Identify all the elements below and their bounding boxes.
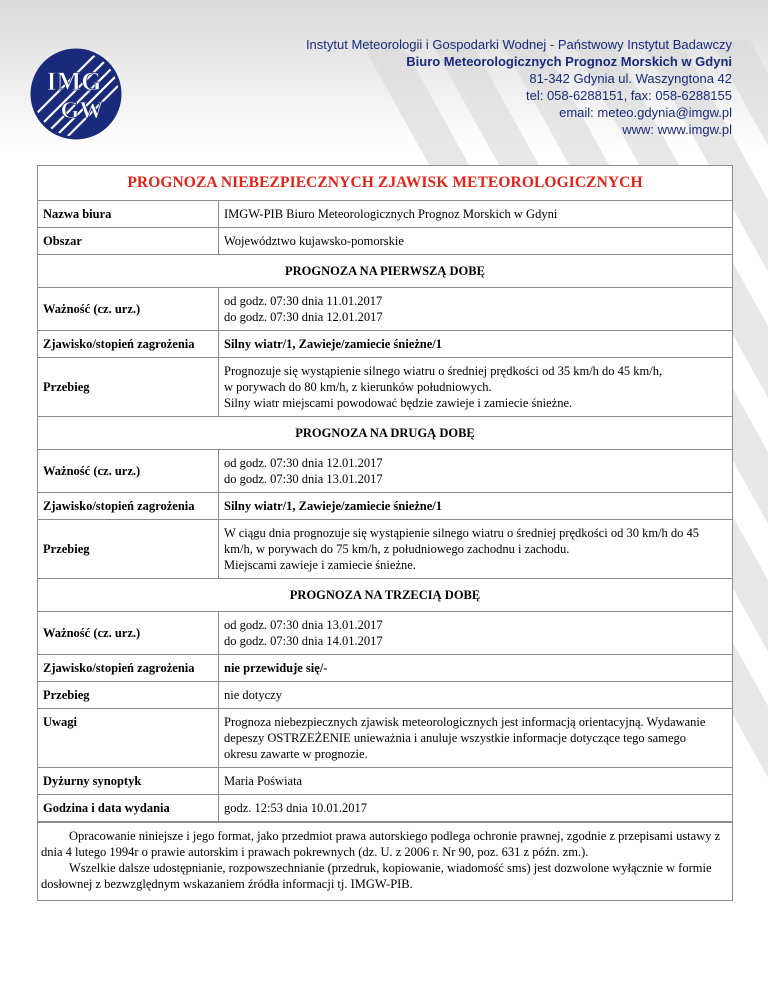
section-heading-row [38, 579, 732, 612]
document-title: PROGNOZA NIEBEZPIECZNYCH ZJAWISK METEOROLOGICZNYCH [38, 166, 732, 201]
phone-fax: tel: 058-6288151, fax: 058-6288155 [525, 88, 732, 103]
area-label: Obszar [38, 228, 219, 255]
day1-phenomenon-value: Silny wiatr/1, Zawieje/zamiecie śnieżne/1 [219, 331, 733, 358]
day3-phenomenon-label: Zjawisko/stopień zagrożenia [38, 655, 219, 682]
day2-phenomenon-value: Silny wiatr/1, Zawieje/zamiecie śnieżne/1 [219, 493, 733, 520]
synoptic-value: Maria Poświata [219, 768, 733, 795]
table-row [38, 709, 732, 768]
imgw-logo-icon [30, 48, 122, 140]
table-row [38, 288, 732, 331]
table-row [38, 201, 732, 228]
notes-value: Prognoza niebezpiecznych zjawisk meteorologicznych jest informacją orientacyjną. Wydawanie depeszy OSTRZEŻENIE unieważnia i anuluje wszystkie informacje dotyczące tego samego okresu zawarte w prognozie. [219, 709, 733, 768]
day3-validity-label: Ważność (cz. urz.) [38, 612, 219, 655]
issued-label: Godzina i data wydania [38, 795, 219, 822]
logo-text-top: IMG [46, 67, 102, 96]
day2-course-value: W ciągu dnia prognozuje się wystąpienie silnego wiatru o średniej prędkości od 30 km/h do 45 km/h, w porywach do 75 km/h, z południowego zachodnu i zachodu. Miejscami zawieje i zamiecie śnieżne. [219, 520, 733, 579]
day2-heading: PROGNOZA NA DRUGĄ DOBĘ [38, 417, 732, 450]
day1-course-label: Przebieg [38, 358, 219, 417]
email[interactable]: email: meteo.gdynia@imgw.pl [559, 105, 732, 120]
institution-header [306, 36, 732, 138]
table-row [38, 768, 732, 795]
section-heading-row [38, 255, 732, 288]
day1-phenomenon-label: Zjawisko/stopień zagrożenia [38, 331, 219, 358]
day1-validity-label: Ważność (cz. urz.) [38, 288, 219, 331]
issued-value: godz. 12:53 dnia 10.01.2017 [219, 795, 733, 822]
table-row [38, 358, 732, 417]
notes-label: Uwagi [38, 709, 219, 768]
forecast-document [37, 165, 733, 901]
distribution-paragraph: Wszelkie dalsze udostępnianie, rozpowszechnianie (przedruk, kopiowanie, wiadomość sms) jest dozwolone wyłącznie w formie dosłownej z bezwzględnym wskazaniem źródła informacji tj. IMGW-PIB. [41, 861, 712, 891]
table-row [38, 228, 732, 255]
table-row [38, 493, 732, 520]
table-row [38, 450, 732, 493]
day3-validity-value: od godz. 07:30 dnia 13.01.2017 do godz. 07:30 dnia 14.01.2017 [219, 612, 733, 655]
day3-course-label: Przebieg [38, 682, 219, 709]
section-heading-row [38, 417, 732, 450]
table-row [38, 795, 732, 822]
day2-validity-value: od godz. 07:30 dnia 12.01.2017 do godz. 07:30 dnia 13.01.2017 [219, 450, 733, 493]
copyright-footer [38, 822, 732, 900]
forecast-table [38, 201, 732, 822]
day3-course-value: nie dotyczy [219, 682, 733, 709]
day2-phenomenon-label: Zjawisko/stopień zagrożenia [38, 493, 219, 520]
website[interactable]: www: www.imgw.pl [622, 122, 732, 137]
institute-name: Instytut Meteorologii i Gospodarki Wodnej - Państwowy Instytut Badawczy [305, 37, 732, 52]
day1-validity-value: od godz. 07:30 dnia 11.01.2017 do godz. 07:30 dnia 12.01.2017 [219, 288, 733, 331]
synoptic-label: Dyżurny synoptyk [38, 768, 219, 795]
address: 81-342 Gdynia ul. Waszyngtona 42 [529, 71, 732, 86]
office-label: Nazwa biura [38, 201, 219, 228]
table-row [38, 655, 732, 682]
logo-text-bottom: GW [60, 98, 104, 124]
day1-heading: PROGNOZA NA PIERWSZĄ DOBĘ [38, 255, 732, 288]
day2-course-label: Przebieg [38, 520, 219, 579]
office-name: Biuro Meteorologicznych Prognoz Morskich w Gdyni [406, 54, 732, 69]
table-row [38, 520, 732, 579]
day3-phenomenon-value: nie przewiduje się/- [219, 655, 733, 682]
area-value: Województwo kujawsko-pomorskie [219, 228, 733, 255]
day3-heading: PROGNOZA NA TRZECIĄ DOBĘ [38, 579, 732, 612]
table-row [38, 612, 732, 655]
copyright-paragraph: Opracowanie niniejsze i jego format, jako przedmiot prawa autorskiego podlega ochronie prawnej, zgodnie z przepisami ustawy z dnia 4 lutego 1994r o prawie autorskim i prawach pokrewnych (dz. U. z 2006 r. Nr 90, poz. 631 z późn. zm.). [41, 829, 721, 859]
office-value: IMGW-PIB Biuro Meteorologicznych Prognoz Morskich w Gdyni [219, 201, 733, 228]
day1-course-value: Prognozuje się wystąpienie silnego wiatru o średniej prędkości od 35 km/h do 45 km/h, w porywach do 80 km/h, z kierunków południowych. Silny wiatr miejscami powodować będzie zawieje i zamiecie śnieżne. [219, 358, 733, 417]
day2-validity-label: Ważność (cz. urz.) [38, 450, 219, 493]
table-row [38, 331, 732, 358]
table-row [38, 682, 732, 709]
